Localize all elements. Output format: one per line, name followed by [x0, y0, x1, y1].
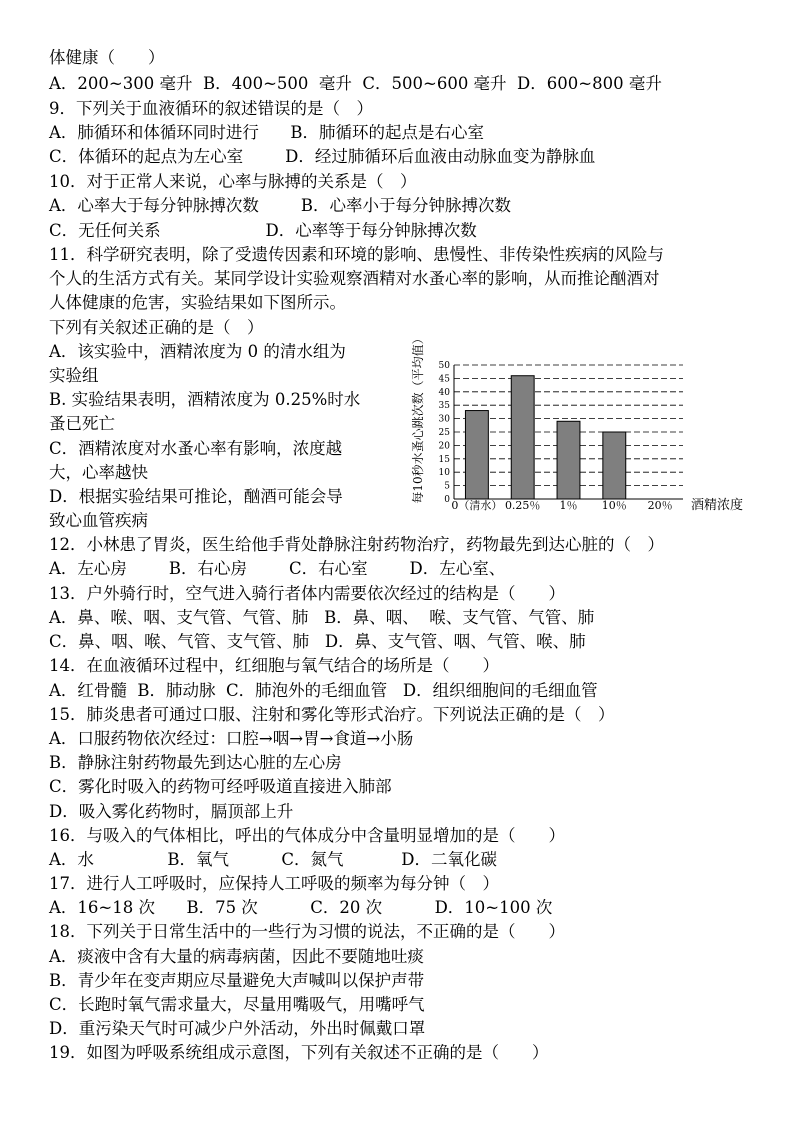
y-tick-label: 15: [438, 454, 450, 465]
text-line: B．青少年在变声期应尽量避免大声喊叫以保护声带: [49, 971, 425, 990]
text-line: C．鼻、咽、喉、气管、支气管、肺 D．鼻、支气管、咽、气管、喉、肺: [49, 632, 586, 651]
bar: [511, 376, 534, 499]
y-tick-label: 40: [438, 387, 450, 398]
y-tick-label: 5: [444, 481, 450, 492]
chart-x-label: 酒精浓度: [691, 498, 744, 513]
text-line: A．16~18 次 B．75 次 C．20 次 D．10~100 次: [49, 898, 553, 917]
bar-chart: [408, 318, 753, 518]
text-line: A．左心房 B．右心房 C．右心室 D．左心室、: [49, 559, 506, 578]
text-line: A．200~300 毫升 B．400~500 毫升 C．500~600 毫升 D．600~800 毫升: [49, 74, 662, 93]
text-line: A．口服药物依次经过：口腔→咽→胃→食道→小肠: [49, 729, 414, 748]
text-line: A．心率大于每分钟脉搏次数 B．心率小于每分钟脉搏次数: [49, 196, 511, 215]
text-line: 个人的生活方式有关。某同学设计实验观察酒精对水蚤心率的影响，从而推论酗酒对: [49, 269, 660, 288]
text-line: 大，心率越快: [49, 463, 148, 482]
text-line: A．肺循环和体循环同时进行 B．肺循环的起点是右心室: [49, 123, 485, 142]
y-tick-label: 30: [438, 414, 450, 425]
x-tick-label: 0.25％: [504, 499, 541, 512]
y-tick-label: 45: [438, 374, 450, 385]
y-tick-label: 10: [438, 468, 450, 479]
text-line: A．鼻、喉、咽、支气管、气管、肺 B．鼻、咽、 喉、支气管、气管、肺: [49, 608, 595, 627]
y-tick-label: 35: [438, 401, 450, 412]
question-13: 13．户外骑行时，空气进入骑行者体内需要依次经过的结构是（ ）: [49, 584, 565, 603]
text-line: 下列有关叙述正确的是（ ）: [49, 318, 264, 337]
text-line: D．吸入雾化药物时，膈顶部上升: [49, 802, 294, 821]
y-tick-label: 20: [438, 441, 450, 452]
text-line: C．雾化时吸入的药物可经呼吸道直接进入肺部: [49, 777, 392, 796]
text-line: A．水 B．氧气 C．氮气 D．二氧化碳: [49, 850, 497, 869]
bar: [465, 411, 488, 499]
question-11: 11．科学研究表明，除了受遗传因素和环境的影响、患慢性、非传染性疾病的风险与: [49, 245, 664, 264]
text-line: 人体健康的危害，实验结果如下图所示。: [49, 293, 346, 312]
y-tick-label: 50: [438, 361, 450, 371]
question-9: 9．下列关于血液循环的叙述错误的是（ ）: [49, 99, 373, 118]
question-17: 17．进行人工呼吸时，应保持人工呼吸的频率为每分钟（ ）: [49, 874, 499, 893]
text-line: C．长跑时氧气需求量大，尽量用嘴吸气，用嘴呼气: [49, 995, 425, 1014]
text-line: C．无任何关系 D．心率等于每分钟脉搏次数: [49, 221, 477, 240]
text-line: 实验组: [49, 366, 99, 385]
question-15: 15．肺炎患者可通过口服、注射和雾化等形式治疗。下列说法正确的是（ ）: [49, 705, 615, 724]
question-14: 14．在血液循环过程中，红细胞与氧气结合的场所是（ ）: [49, 656, 499, 675]
text-line: C．体循环的起点为左心室 D．经过肺循环后血液由动脉血变为静脉血: [49, 147, 596, 166]
text-line: A．痰液中含有大量的病毒病菌，因此不要随地吐痰: [49, 947, 424, 966]
y-tick-label: 0: [444, 495, 450, 505]
text-line: 蚤已死亡: [49, 414, 115, 433]
text-line: D．根据实验结果可推论，酗酒可能会导: [49, 487, 343, 506]
bar: [603, 432, 626, 499]
x-tick-label: 0（清水）: [451, 499, 503, 512]
question-16: 16．与吸入的气体相比，呼出的气体成分中含量明显增加的是（ ）: [49, 826, 565, 845]
text-line: C．酒精浓度对水蚤心率有影响，浓度越: [49, 439, 343, 458]
text-line: 体健康（ ）: [49, 48, 165, 67]
text-line: 致心血管疾病: [49, 511, 148, 530]
text-line: A．该实验中，酒精浓度为 0 的清水组为: [49, 342, 346, 361]
question-12: 12．小林患了胃炎，医生给他手背处静脉注射药物治疗，药物最先到达心脏的（ ）: [49, 535, 664, 554]
question-18: 18．下列关于日常生活中的一些行为习惯的说法，不正确的是（ ）: [49, 922, 565, 941]
y-tick-label: 25: [438, 428, 450, 438]
x-tick-label: 1％: [559, 499, 578, 512]
text-line: B. 实验结果表明，酒精浓度为 0.25%时水: [49, 390, 361, 409]
chart-y-label: 每10秒水蚤心跳次数（平均值）: [411, 332, 425, 504]
text-line: B．静脉注射药物最先到达心脏的左心房: [49, 753, 342, 772]
text-line: A．红骨髓 B．肺动脉 C．肺泡外的毛细血管 D．组织细胞间的毛细血管: [49, 681, 598, 700]
bar: [557, 421, 580, 499]
question-19: 19．如图为呼吸系统组成示意图，下列有关叙述不正确的是（ ）: [49, 1043, 549, 1062]
x-tick-label: 20％: [647, 499, 673, 512]
x-tick-label: 10％: [601, 499, 627, 512]
text-line: D．重污染天气时可减少户外活动，外出时佩戴口罩: [49, 1019, 426, 1038]
question-10: 10．对于正常人来说，心率与脉搏的关系是（ ）: [49, 172, 417, 191]
